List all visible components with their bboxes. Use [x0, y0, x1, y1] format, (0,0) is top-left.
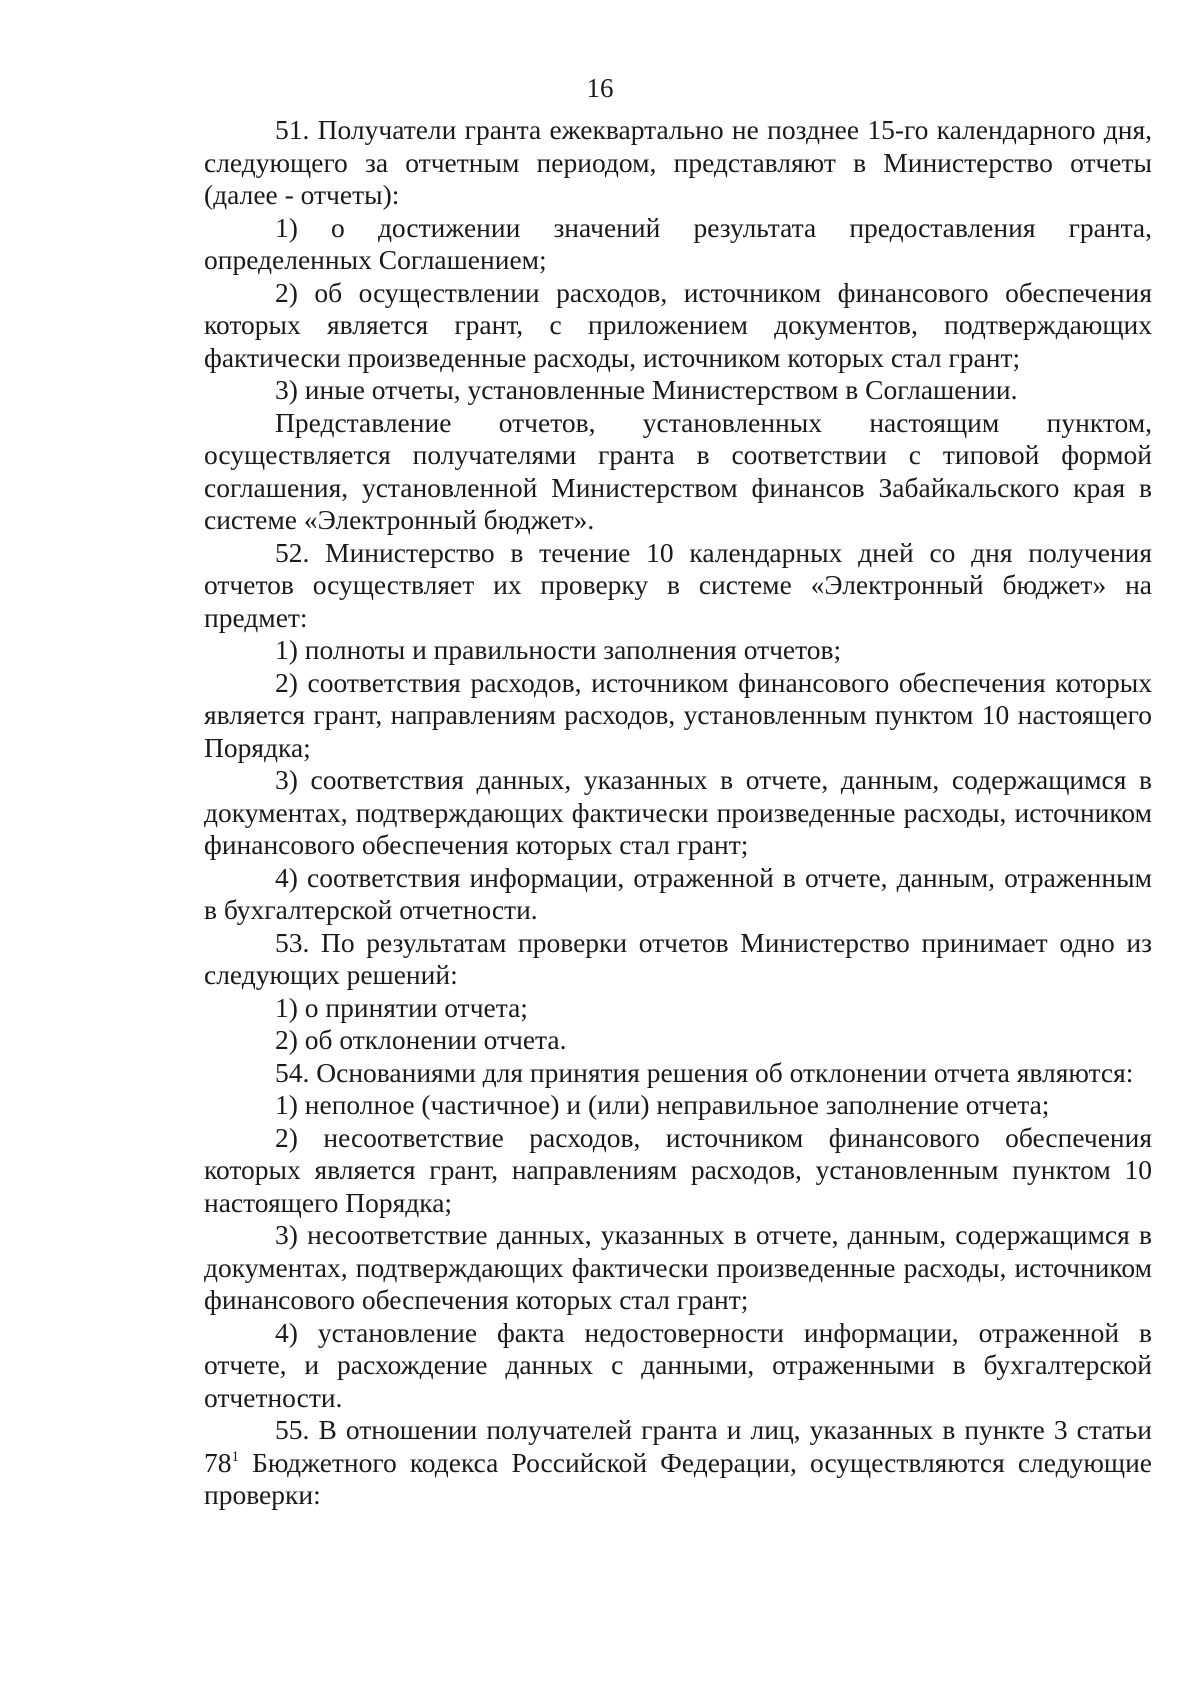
paragraph-54-item-4: 4) установление факта недостоверности информации, отраженной в отчете, и расхождение данных с данными, отраженными в бухгалтерской отчетности.	[204, 1316, 1152, 1413]
paragraph-55-text-before: 55. В отношении получателей гранта и лиц, указанных в пункте 3 статьи 78	[204, 1414, 1152, 1478]
paragraph-55	[204, 1414, 1152, 1512]
paragraph-51-submission: Представление отчетов, установленных настоящим пунктом, осуществляется получателями гранта в соответствии с типовой формой соглашения, установленной Министерством финансов Забайкальского края в системе «Электронный бюджет».	[204, 406, 1152, 535]
paragraph-55-text-after: Бюджетного кодекса Российской Федерации, осуществляются следующие проверки:	[204, 1446, 1152, 1510]
paragraph-53-item-2: 2) об отклонении отчета.	[275, 1024, 567, 1055]
document-body	[204, 114, 1152, 1512]
paragraph-52-item-3: 3) соответствия данных, указанных в отчете, данным, содержащимся в документах, подтверждающих фактически произведенные расходы, источником финансового обеспечения которых стал грант;	[204, 764, 1152, 860]
page-number: 16	[586, 73, 614, 103]
paragraph-54-item-3: 3) несоответствие данных, указанных в отчете, данным, содержащимся в документах, подтверждающих фактически произведенные расходы, источником финансового обеспечения которых стал грант;	[204, 1219, 1152, 1315]
paragraph-54-item-2: 2) несоответствие расходов, источником финансового обеспечения которых является грант, направлениям расходов, установленным пунктом 10 настоящего Порядка;	[204, 1121, 1152, 1218]
paragraph-51-item-3: 3) иные отчеты, установленные Министерством в Соглашении.	[275, 374, 1018, 405]
paragraph-51-item-1: 1) о достижении значений результата предоставления гранта, определенных Соглашением;	[204, 211, 1152, 275]
paragraph-52-item-4: 4) соответствия информации, отраженной в отчете, данным, отраженным в бухгалтерской отчетности.	[204, 861, 1152, 925]
paragraph-51: 51. Получатели гранта ежеквартально не позднее 15-го календарного дня, следующего за отчетным периодом, представляют в Министерство отчеты (далее - отчеты):	[204, 114, 1152, 210]
paragraph-52: 52. Министерство в течение 10 календарных дней со дня получения отчетов осуществляет их проверку в системе «Электронный бюджет» на предмет:	[204, 536, 1152, 633]
paragraph-52-item-1: 1) полноты и правильности заполнения отчетов;	[275, 634, 842, 665]
paragraph-51-item-2: 2) об осуществлении расходов, источником финансового обеспечения которых является грант, с приложением документов, подтверждающих фактически произведенные расходы, источником которых стал грант;	[204, 276, 1152, 373]
paragraph-53: 53. По результатам проверки отчетов Министерство принимает одно из следующих решений:	[204, 926, 1152, 990]
paragraph-52-item-2: 2) соответствия расходов, источником финансового обеспечения которых является грант, направлениям расходов, установленным пунктом 10 настоящего Порядка;	[204, 666, 1152, 763]
paragraph-54-item-1: 1) неполное (частичное) и (или) неправильное заполнение отчета;	[275, 1089, 1050, 1120]
paragraph-55-superscript: 1	[231, 1448, 239, 1465]
paragraph-53-item-1: 1) о принятии отчета;	[275, 991, 528, 1023]
paragraph-54: 54. Основаниями для принятия решения об отклонении отчета являются:	[275, 1056, 1134, 1088]
